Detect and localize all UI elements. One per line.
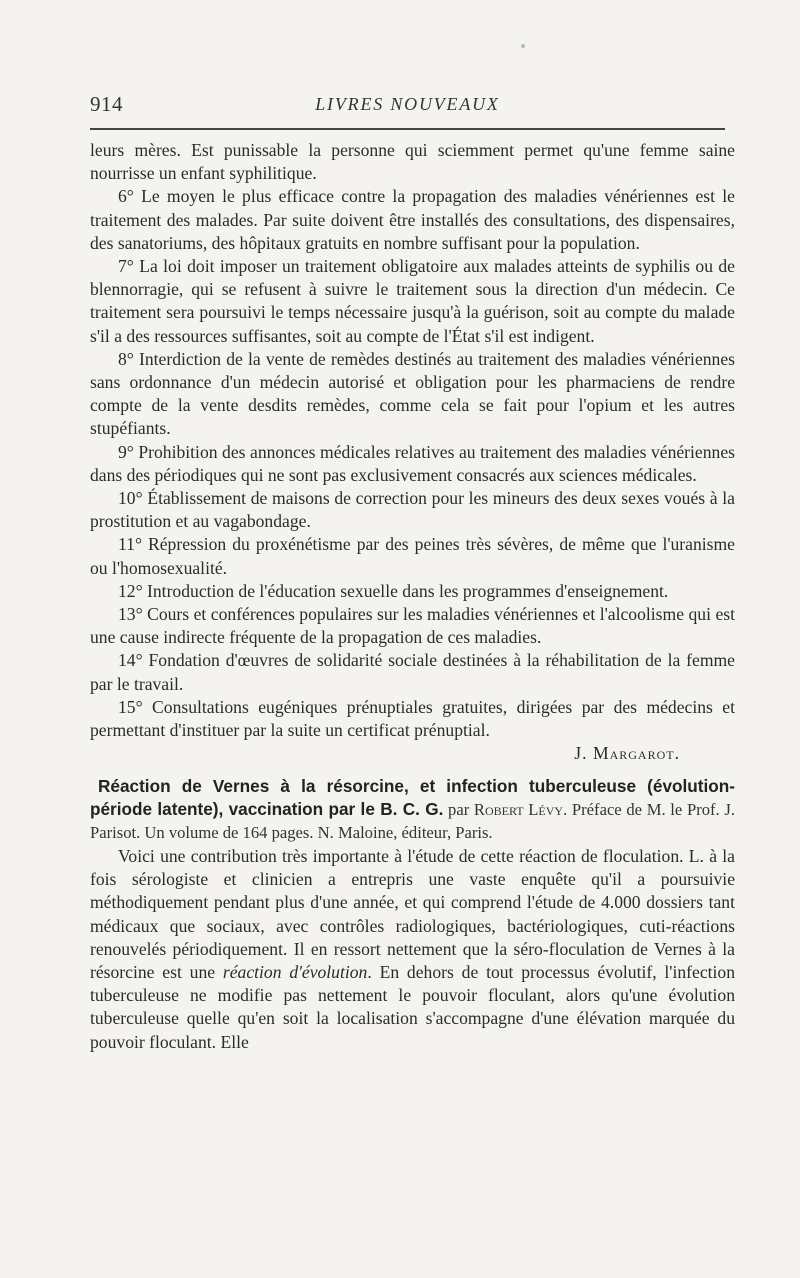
page-header: [90, 92, 725, 120]
review-body: [90, 845, 735, 1054]
review-body-italic: réaction d'évolution: [222, 962, 368, 982]
review-heading: [90, 775, 735, 845]
paragraph-item-15: 15° Consultations eugéniques prénuptiales gratuites, dirigées par des médecins et permettant d'instituer par la suite un certificat prénuptial.: [90, 696, 735, 741]
paragraph-item-8: 8° Interdiction de la vente de remèdes destinés au traitement des maladies vénériennes sans ordonnance d'un médecin autorisé et obligation pour les pharmaciens de rendre compte de la vente desdits remèdes, comme cela se fait pour l'opium et les autres stupéfiants.: [90, 348, 735, 439]
page-number: 914: [90, 92, 123, 116]
paragraph-item-11: 11° Répression du proxénétisme par des peines très sévères, de même que l'uranisme ou l'homosexualité.: [90, 534, 735, 578]
paragraph-item-12: 12° Introduction de l'éducation sexuelle dans les programmes d'enseignement.: [118, 580, 669, 601]
speck-mark: [521, 44, 525, 48]
paragraph-item-6: 6° Le moyen le plus efficace contre la propagation des maladies vénériennes est le traitement des malades. Par suite doivent être installés des consultations, des dispensaires, des sanatoriums, des hôpitaux gratuits en nombre suffisant pour la population.: [90, 186, 735, 253]
body-text: [90, 139, 735, 1054]
review-body-end: . En dehors de tout processus évolutif, l'infection tuberculeuse ne modifie pas nettement le pouvoir floculant, alors qu'une évolution tuberculeuse quelle qu'en soit la localisation s'accompagne d'une élévation marquée du pouvoir floculant. Elle: [90, 962, 736, 1052]
running-title: LIVRES NOUVEAUX: [315, 94, 500, 114]
header-rule: [90, 128, 725, 130]
review-publication-details: . Préface de M. le Prof. J. Parisot. Un volume de 164 pages. N. Maloine, éditeur, Paris.: [90, 799, 735, 843]
paragraph-item-10: 10° Établissement de maisons de correction pour les mineurs des deux sexes voués à la prostitution et au vagabondage.: [90, 488, 735, 532]
paragraph-item-7: 7° La loi doit imposer un traitement obligatoire aux malades atteints de syphilis ou de blennorragie, qui se refusent à suivre le traitement sous la direction d'un médecin. Ce traitement sera poursuivi le temps nécessaire jusqu'à la guérison, soit au compte du malade s'il a des ressources suffisantes, soit au compte de l'État s'il est indigent.: [90, 256, 735, 346]
review-signature: J. Margarot.: [574, 743, 680, 764]
review-title: Réaction de Vernes à la résorcine, et infection tuberculeuse (évolution-période latente), vaccination par le B. C. G.: [90, 776, 735, 819]
paragraph-item-9: 9° Prohibition des annonces médicales relatives au traitement des maladies vénériennes dans des périodiques qui ne sont pas exclusivement consacrés aux sciences médicales.: [90, 441, 735, 485]
review-author: Robert Lévy: [473, 799, 564, 819]
review-body-start: Voici une contribution très importante à l'étude de cette réaction de floculation. L. à la fois sérologiste et clinicien a entrepris une vaste enquête qu'il a poursuivie méthodiquement pendant plus d'une année, et qui comprend l'étude de 4.000 dossiers tant médicaux que sociaux, avec contrôles radiologiques, bactériologiques, cuti-réactions renouvelés périodiquement. Il en ressort nettement que la séro-floculation de Vernes à la résorcine est une: [90, 845, 735, 982]
paragraph-continuation: leurs mères. Est punissable la personne qui sciemment permet qu'une femme saine nourrisse un enfant syphilitique.: [90, 140, 735, 184]
paragraph-item-14: 14° Fondation d'œuvres de solidarité sociale destinées à la réhabilitation de la femme par le travail.: [90, 650, 735, 694]
review-author-prefix: par: [443, 799, 474, 819]
paragraph-item-13: 13° Cours et conférences populaires sur les maladies vénériennes et l'alcoolisme qui est une cause indirecte fréquente de la propagation de ces maladies.: [90, 604, 735, 648]
